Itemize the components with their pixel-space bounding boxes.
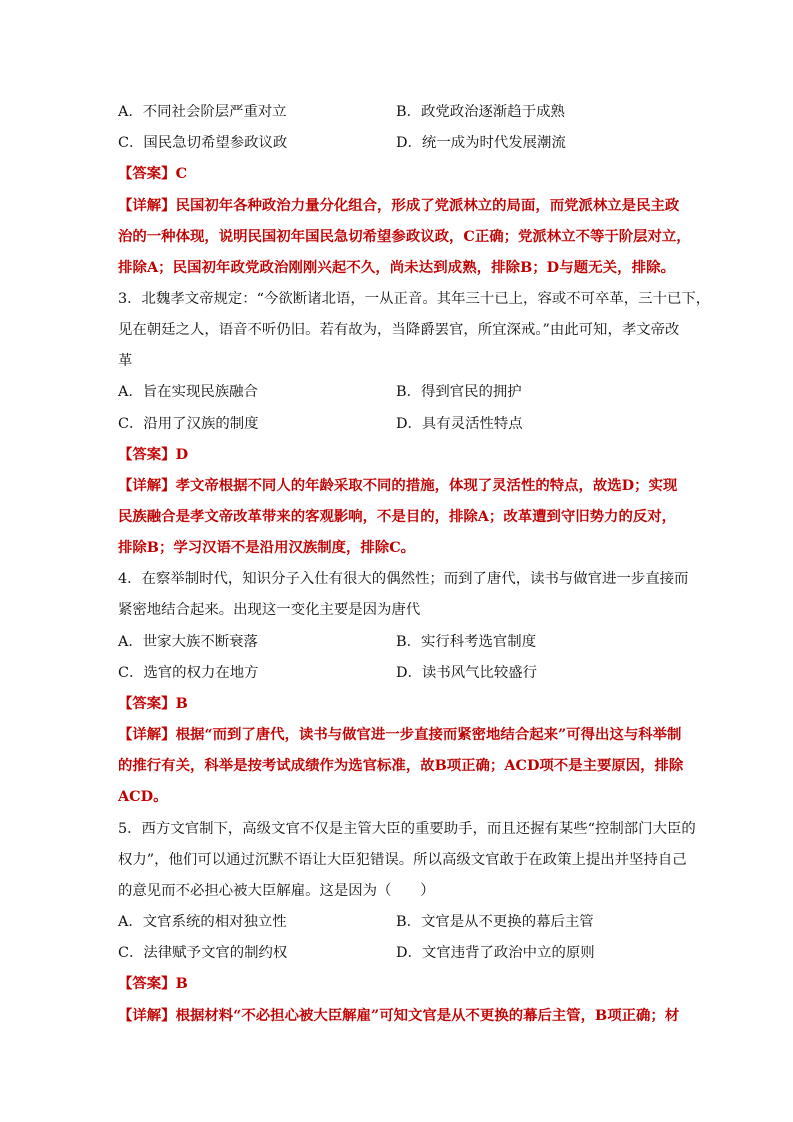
q3-stem-line: 革 bbox=[118, 353, 133, 369]
q5-option-d: D．文官违背了政治中立的原则 bbox=[396, 945, 595, 961]
q5-stem-line: 的意见而不必担心被大臣解雇。这是因为（ ） bbox=[118, 883, 435, 899]
q4-stem-line: 4．在察举制时代，知识分子入仕有很大的偶然性；而到了唐代，读书与做官进一步直接而 bbox=[118, 571, 689, 587]
q3-option-c: C．沿用了汉族的制度 bbox=[118, 416, 259, 432]
q5-detail-line: 【详解】根据材料“不必担心被大臣解雇”可知文官是从不更换的幕后主管，B项正确；材 bbox=[118, 1007, 680, 1024]
q5-stem-line: 权力”，他们可以通过沉默不语让大臣犯错误。所以高级文官敢于在政策上提出并坚持自己 bbox=[118, 852, 687, 868]
q3-detail-line: 【详解】孝文帝根据不同人的年龄采取不同的措施，体现了灵活性的特点，故选D；实现 bbox=[118, 477, 678, 494]
q2-option-c: C．国民急切希望参政议政 bbox=[118, 135, 288, 151]
q5-option-b: B．文官是从不更换的幕后主管 bbox=[396, 914, 594, 930]
q4-option-a: A．世家大族不断衰落 bbox=[118, 634, 258, 650]
q2-option-b: B．政党政治逐渐趋于成熟 bbox=[396, 104, 565, 120]
q2-detail-line: 排除A；民国初年政党政治刚刚兴起不久，尚未达到成熟，排除B；D与题无关，排除。 bbox=[118, 259, 675, 276]
q4-detail-line: 【详解】根据“而到了唐代，读书与做官进一步直接而紧密地结合起来”可得出这与科举制 bbox=[118, 726, 682, 743]
q5-option-c: C．法律赋予文官的制约权 bbox=[118, 945, 288, 961]
q3-stem-line: 3．北魏孝文帝规定：“今欲断诸北语，一从正音。其年三十已上，容或不可卒革，三十已下， bbox=[118, 291, 711, 307]
q4-answer: 【答案】B bbox=[118, 695, 188, 712]
q4-option-d: D．读书风气比较盛行 bbox=[396, 665, 538, 681]
q3-option-a: A．旨在实现民族融合 bbox=[118, 384, 258, 400]
q3-detail-line: 民族融合是孝文帝改革带来的客观影响，不是目的，排除A；改革遭到守旧势力的反对， bbox=[118, 508, 677, 525]
q4-stem-line: 紧密地结合起来。出现这一变化主要是因为唐代 bbox=[118, 602, 421, 618]
q3-stem-line: 见在朝廷之人，语音不听仍旧。若有故为，当降爵罢官，所宜深戒。”由此可知，孝文帝改 bbox=[118, 322, 680, 338]
q4-detail-line: ACD。 bbox=[118, 788, 168, 805]
q4-option-c: C．选官的权力在地方 bbox=[118, 665, 259, 681]
q5-stem-line: 5．西方文官制下，高级文官不仅是主管大臣的重要助手，而且还握有某些“控制部门大臣的 bbox=[118, 821, 696, 837]
q2-detail-line: 治的一种体现，说明民国初年国民急切希望参政议政，C正确；党派林立不等于阶层对立， bbox=[118, 228, 691, 245]
q3-option-b: B．得到官民的拥护 bbox=[396, 384, 522, 400]
q3-option-d: D．具有灵活性特点 bbox=[396, 416, 523, 432]
q2-detail-line: 【详解】民国初年各种政治力量分化组合，形成了党派林立的局面，而党派林立是民主政 bbox=[118, 197, 680, 214]
q2-option-d: D．统一成为时代发展潮流 bbox=[396, 135, 566, 151]
q3-answer: 【答案】D bbox=[118, 446, 189, 463]
q5-option-a: A．文官系统的相对独立性 bbox=[118, 914, 287, 930]
q3-detail-line: 排除B；学习汉语不是沿用汉族制度，排除C。 bbox=[118, 539, 416, 556]
q2-answer: 【答案】C bbox=[118, 165, 188, 182]
q2-option-a: A．不同社会阶层严重对立 bbox=[118, 104, 287, 120]
q4-detail-line: 的推行有关，科举是按考试成绩作为选官标准，故B项正确；ACD项不是主要原因，排除 bbox=[118, 757, 684, 774]
q4-option-b: B．实行科考选官制度 bbox=[396, 634, 537, 650]
q5-answer: 【答案】B bbox=[118, 975, 188, 992]
